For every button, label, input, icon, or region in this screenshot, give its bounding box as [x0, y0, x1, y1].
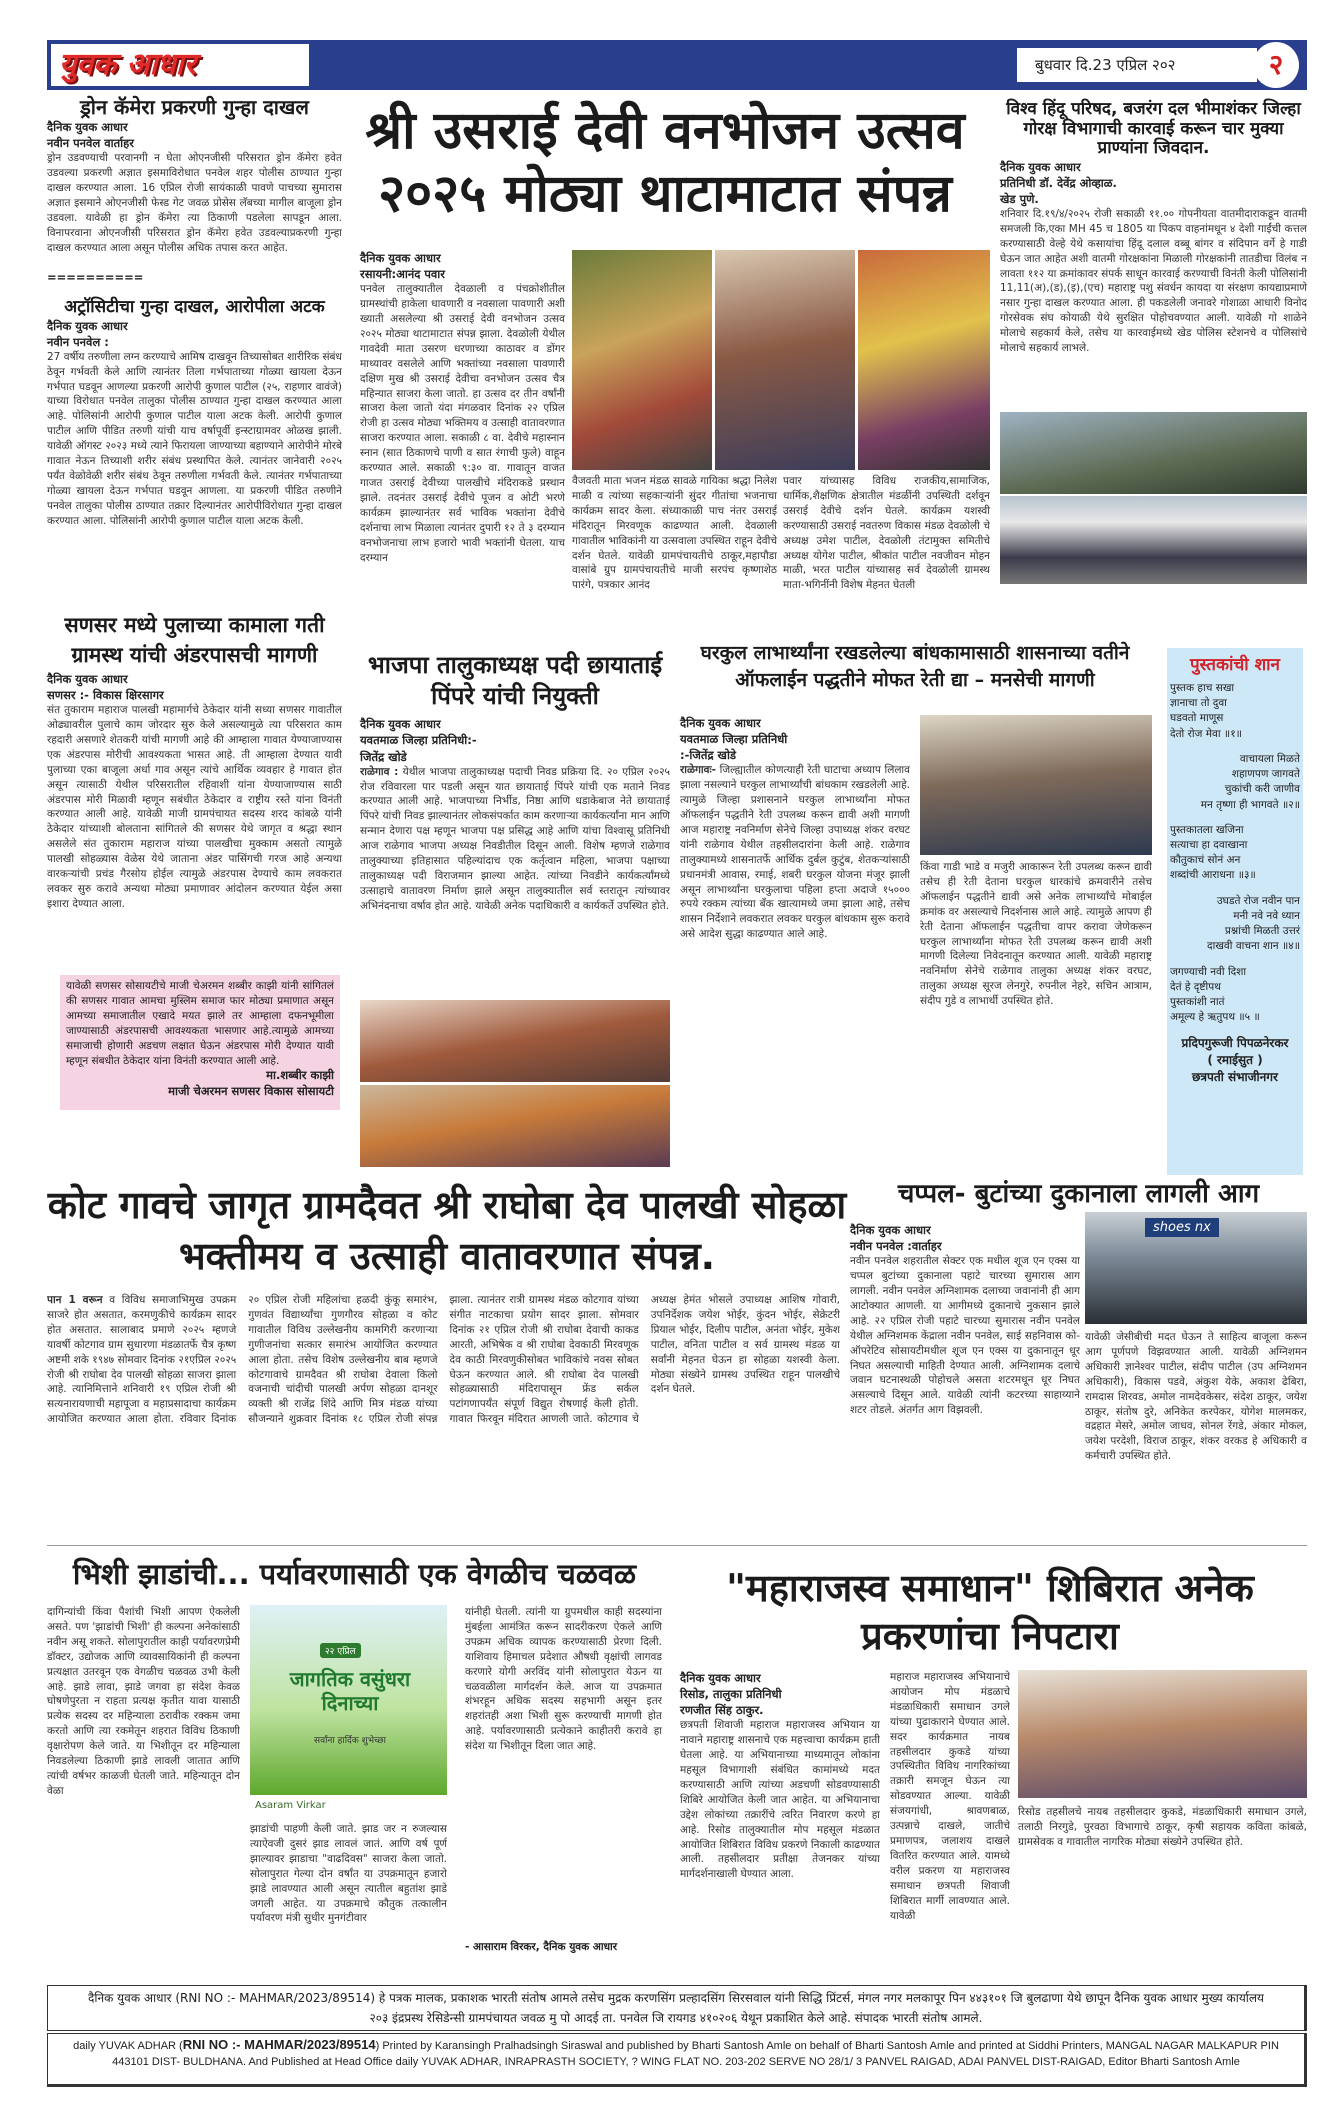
article-body: छत्रपती शिवाजी महाराज महाराजस्व अभियान या नावाने महाराष्ट्र शासनाचे एक महत्त्वाचा कार्यक्रम हाती घेतला आहे. या अभियानाच्या माध्यमातून लोकांना महसूल विभागाशी संबंधित कामांमध्ये मदत करण्यासाठी आणि त्यांच्या अडचणी सोडवण्यासाठी शिबिरे आयोजित केली जात आहेत. या अभियानाचा उद्देश लोकांच्या तक्रारींचे त्वरित निवारण करणे हा आहे. रिसोड तालुक्यातील मोप महसूल मंडळात आयोजित शिबिरात विविध प्रकरणे निकाली काढण्यात आली. तहसीलदार प्रतीक्षा तेजनकर यांच्या मार्गदर्शनाखाली घेण्यात आला. — [680, 1719, 880, 1881]
headline-gharkul: घरकुल लाभार्थ्यांना रखडलेल्या बांधकामासाठी शासनाच्या वतीने ऑफलाईन पद्धतीने मोफत रेती द्या – मनसेची मागणी — [700, 642, 1130, 691]
article-body-continued: किंवा गाडी भाडे व मजुरी आकारून रेती उपलब्ध करून द्यावी तसेच ही रेती देताना घरकुल धारकांचे क्रमवारीने तसेच ऑफलाईन पद्धतीने द्यावी असे अनेक लाभार्थ्यांचे मोबाईल क्रमांक वर असल्याचे निदर्शनास आले आहे. त्यामुळे आपण ही रेती देताना ऑफलाईन पद्धतीचा वापर करावा जेणेकरून घरकुल लाभार्थ्यांना मोफत रेती उपलब्ध करून द्यावी अशी मागणी दिलेल्या निवेदनातून करण्यात आली. यावेळी महाराष्ट्र नवनिर्माण सेनेचे राळेगाव तालुका अध्यक्ष शंकर वरघट, तालुका अध्यक्ष सूरज लेनगुरे, रुपनील नेहरे, सचिन आत्राम, संदीप गुडे व लाभार्थी उपस्थित होते. — [920, 861, 1152, 1008]
article-body: पनवेल तालुक्यातील देवळाली व पंचक्रोशीतील ग्रामस्थांची हाकेला धावणारी व नवसाला पावणारी अशी ख्याती असलेल्या श्री उसराई देवी वनभोजन उत्सव २०२५ मोठ्या थाटामाटात संपन्न झाला. देवळोली येथील गावदेवी माता उसरण धरणाच्या काठावर व डोंगर माथ्यावर वसलेले आणि भक्तांच्या नवसाला पावणारी दक्षिण मुख श्री उसराई देवीचा वनभोजन उत्सव चैत्र महिन्यात साजरा केला जातो. हा उत्सव दर तीन वर्षांनी साजरा केला जातो यंदा मंगळवार दिनांक २२ एप्रिल रोजी हा उत्सव मोठ्या भक्तिमय व उत्साही वातावरणात साजरा करण्यात आला. सकाळी ८ वा. देवीचे महास्नान स्नान (सात ठिकाणचे पाणी व सात रंगाची फुले) वाहून करण्यात आले. सकाळी ९:३० वा. गावातून वाजत गाजत उसराई देवीच्या पालखीचे मंदिराकडे प्रस्थान झाले. तदनंतर उसराई देवीचे पूजन व ओटी भरणे कार्यक्रम झाल्यानंतर सर्व भाविक भक्तांना देवीचे दर्शनाचा लाभ मिळाला त्यानंतर दुपारी १२ ते ३ दरम्यान वनभोजनाचा लाभ हजारो भावी भक्तांनी घेतला. याच दरम्यान — [360, 283, 565, 564]
byline: रिसोड, तालुका प्रतिनिधी — [680, 1687, 782, 1702]
quote-text: यावेळी सणसर सोसायटीचे माजी चेअरमन शब्बीर काझी यांनी सांगितलं की सणसर गावात आमचा मुस्लिम समाज फार मोठ्या प्रमाणात असून आमच्या समाजातील एखादे मयत झाले तर आम्हाला दफनभूमीला जाण्यासाठी अंडरपासची आवश्यकता भासणार आहे.त्यामुळे आमच्या समाजाची होणारी अडचण लक्षात घेऊन अंडरपास मोरी देण्यात यावी म्हणून संबधीत ठेकेदार यांना विनंती करण्यात आली आहे. — [66, 980, 334, 1067]
poem-place: छत्रपती संभाजीनगर — [1192, 1069, 1278, 1084]
imprint-prefix: daily YUVAK ADHAR ( — [73, 2040, 183, 2052]
graphic-subtitle: सर्वांना हार्दिक शुभेच्छा — [314, 1736, 386, 1746]
byline: दैनिक युवक आधार — [1000, 159, 1081, 174]
headline-bhishi: भिशी झाडांची... पर्यावरणासाठी एक वेगळीच चळवळ — [72, 1557, 637, 1591]
byline: जितेंद्र खोडे — [360, 749, 407, 764]
masthead — [47, 40, 1307, 90]
article-bjp — [360, 650, 670, 985]
poem-stanza: पुस्तकातला खजिना सत्याचा हा दवाखाना कौतुकाचं सोनं अन शब्दांची आराधना ॥३॥ — [1170, 823, 1256, 882]
byline: दैनिक युवक आधार — [850, 1223, 931, 1237]
byline: नवीन पनवेल : — [47, 334, 109, 349]
separator: ========== — [47, 270, 144, 285]
byline: दैनिक युवक आधार — [47, 671, 128, 686]
poem-title: पुस्तकांची शान — [1190, 655, 1280, 675]
imprint-english — [47, 2033, 1307, 2087]
byline: :-जितेंद्र खोडे — [680, 748, 737, 763]
byline: दैनिक युवक आधार — [47, 318, 128, 333]
poem-box — [1167, 648, 1303, 1175]
shop-sign: shoes nx — [1145, 1218, 1219, 1237]
article-atrocity — [47, 298, 342, 600]
poem-pen-name: ( रमाईसुत ) — [1207, 1053, 1263, 1068]
author-signature: - आसाराम विरकर, दैनिक युवक आधार — [465, 1941, 618, 1953]
byline: सणसर :- विकास क्षिरसागर — [47, 687, 164, 702]
section-divider — [47, 1545, 1307, 1546]
headline: विश्व हिंदू परिषद, बजरंग दल भीमाशंकर जिल्हा गोरक्ष विभागाची कारवाई करून चार मुक्या प्राण्यांना जिवदान. — [1006, 99, 1301, 159]
quote-signature-title: माजी चेअरमन सणसर विकास सोसायटी — [168, 1084, 334, 1099]
article-body: यांनीही घेतली. त्यांनी या ग्रुपमधील काही सदस्यांना मुंबईला आमंत्रित करून सादरीकरण ऐकले आणि उपक्रम अधिक व्यापक करण्यासाठी प्रेरणा दिली. याशिवाय हिमाचल प्रदेशात औषधी वृक्षांची लागवड करणारे योगी अरविंद यांनी सोलापुरात येऊन या चळवळीला मार्गदर्शन केले. आज या उपक्रमात शंभरहून अधिक सदस्य सहभागी असून इतर शहरांतही अशा भिशी सुरू करण्याची मागणी होत आहे. पर्यावरणासाठी प्रत्येकाने काहीतरी करावे हा संदेश या भिशीतून दिला जात आहे. — [465, 1606, 662, 1753]
photo-usrai-temple — [858, 250, 990, 470]
article-bhishi-body-2: झाडांची पाहणी केली जाते. झाड जर न रुजल्यास त्याऐवजी दुसरं झाड लावलं जातं. आणि वर्ष पूर्ण झाल्यावर झाडाचा "वाढदिवस" साजरा केला जातो. सोलापुरात गेल्या दोन वर्षांत या उपक्रमातून हजारो झाडे लावण्यात आली असून त्यातील बहुतांश झाडे जगली आहेत. या उपक्रमाचे कौतुक तत्कालीन पर्यावरण मंत्री सुधीर मुनगंटीवार — [250, 1823, 447, 1925]
byline: नवीन पनवेल वार्ताहर — [47, 136, 134, 151]
byline: दैनिक युवक आधार — [47, 120, 128, 134]
headline: भाजपा तालुकाध्यक्ष पदी छायाताई पिंपरे यांची नियुक्ती — [367, 651, 663, 711]
byline: यवतमाळ जिल्हा प्रतिनिधी:- — [360, 733, 477, 748]
earth-day-graphic — [250, 1605, 447, 1795]
article-body: नवीन पनवेल शहरातील सेक्टर एक मधील शूज एन एक्स या चप्पल बुटांच्या दुकानाला पहाटे चारच्या सुमारास आग लागली. नवीन पनवेल अग्निशामक दलाच्या जवानांनी ही आग आटोक्यात आणली. या आगीमध्ये दुकानाचे नुकसान झाले आहे. २२ एप्रिल रोजी पहाटे चारच्या सुमारास नवीन पनवेल येथील अग्निशमक केंद्राला नवीन पनवेल, साई सहनिवास को-ऑपरेटिव सोसायटीमधील शूज एन एक्स या दुकानातून धूर निघत असल्याची माहिती देण्यात आली. अग्निशामक दलाचे जवान घटनास्थळी पोहोचले असता शटरमधून धूर निघत असल्याचे दिसून आले. यावेळी त्यांनी कटरच्या साहाय्याने शटर तोडले. अंतर्गत आग विझवली. — [850, 1255, 1080, 1417]
rni-number: RNI NO :- MAHMAR/2023/89514 — [182, 2037, 376, 2052]
headline: ड्रोन कॅमेरा प्रकरणी गुन्हा दाखल — [80, 95, 309, 119]
article-body: शनिवार दि.१९/४/२०२५ रोजी सकाळी ११.०० गोपनीयता वातमीदाराकडून वातमी समजली कि,एका MH 45 च 1805 या पिकप वाहनांमधून ४ देशी गाईंची कत्तल करण्यासाठी वेल्हे येथे कसायांचा हिंदू दलाल वब्बू बांगर व संदिपान वर्गे हे गाडी घेऊन जात आहेत अशी वातमी गोरक्षकांना मिळाली गोरक्षकांनी तातडीचा विलंब न लावता ११२ या क्रमांकावर संपर्क साधून कारवाई करण्याची विनंती केली पोलिसांनी 11,11(अ),(ड),(इ),(एच) महाराष्ट्र पशु संवर्धन कायदा या संरक्षण कायद्याप्रमाणे नसार गुन्हा दाखल करण्यात आला. ही पकडलेली जनावरे गोशाळा आधारी विनोद गोरसेवक संघ कोयाळी येथे सुरक्षित पोहोचवण्यात आली. यावेळी गो शाळेने मोलाचे सहकार्य केले, तसेच या कारवाईमध्ये खेड पोलिस स्टेशनचे व पोलिसांचे मोलाचे सहकार्य लाभले. — [1000, 207, 1307, 355]
article-body: संत तुकाराम महाराज पालखी महामार्गचे ठेकेदार यांनी सध्या सणसर गावातील ओढ्यावरील पुलाचे काम जोरदार सुरु केले असल्यामुळे त्या परिसरात काम रहदारी असणारे शेतकरी यांची मागणी आहे की आम्हाला गावात येण्याजाण्यास एक अंडरपास मोरीची आवश्यकता भासत आहे. ती आम्हाला देण्यात यावी पुलाच्या एका बाजूला अर्धा गाव असून त्यांचे आर्थिक व्यवहार हे गावात होत असून त्यासाठी येथील परिसरातील रहिवाशी यांना येण्याजाण्यास साठी अंडरपास मोरी मिळावी म्हणून सबंधीत ठेकेदार व राष्ट्रीय रस्ते यांना विनंती करण्यात आली आहे. यावेळी माजी ग्रामपंचायत सदस्य शरद कांबळे यांनी ठेकेदार यांच्याशी बोलताना सांगितले की सणसर येथे जागृत व श्रद्धा स्थान असलेले संत तुकाराम महाराज यांच्या पालखीचा मुक्काम असतो त्यामुळे पालखी सोहळ्यास वेळेस येथे जाताना अंडर पासिंगची गरज आहे अन्यथा वारकऱ्यांची प्रचंड गैरसोय होईल त्यामुळे अंडरपास देण्याचे काम लवकरात लवकर सुरु करावे अन्यथा मोठ्या प्रमाणावर आंदोलन करण्यात येईल असा इशारा देण्यात आला. — [47, 704, 342, 910]
dateline: राळेगावः- — [680, 764, 716, 777]
photo-caption: वैजवती माता भजन मंडळ सावळे गायिका श्रद्धा निलेश माळी व त्यांच्या सहकाऱ्यांनी सुंदर गीतांचा भजनाचा कार्यक्रम सादर केला. संध्याकाळी पाच नंतर उसराई मंदिरातून मिरवणूक काढण्यात आली. देवळाली गावातील भाविकांनी या उत्सवाला उपस्थित राहून देवीचे दर्शन घेतले. यावेळी ग्रामपंचायतीचे ठाकूर,महापौडा वासांबे ग्रुप ग्रामपंचायतीचे माजी सरपंच कृष्णाशेठ पारंगे, पत्रकार आनंद — [572, 475, 777, 592]
page-number: २ — [1253, 42, 1299, 88]
article-gorakshak — [1000, 100, 1307, 382]
photo-samadhan-camp — [1018, 1670, 1307, 1798]
graphic-title: जागतिक वसुंधरा दिनाच्या — [289, 1667, 411, 1715]
byline: रसायनी:आनंद पवार — [360, 267, 445, 282]
quote-signature: मा.शब्बीर काझी — [266, 1068, 334, 1082]
photo-bjp-felicitation — [360, 1000, 670, 1082]
imprint-marathi: दैनिक युवक आधार (RNI NO :- MAHMAR/2023/89514) हे पत्रक मालक, प्रकाशक भारती संतोष आमले तसेच मुद्रक करणसिंग प्रल्हादसिंग सिरसवाल यांनी सिद्धि प्रिंटर्स, मंगल नगर मलकापूर पिन ४४३१०१ जि बुलढाणा येथे छापून दैनिक युवक आधार मुख्य कार्यालय २०३ इंद्रप्रस्थ रेसिडेन्सी ग्रामपंचायत जवळ मु पो आदई ता. पनवेल जि रायगड ४१०२०६ येथून प्रकाशित केले आहे. संपादक भारती संतोष आमले. — [47, 1985, 1307, 2031]
byline: यवतमाळ जिल्हा प्रतिनिधी — [680, 732, 788, 747]
poem-stanza: जगण्याची नवी दिशा देतं हे दृष्टीपथ पुस्तकांशी नातं अमूल्य हे ऋतुपथ ॥५ ॥ — [1170, 965, 1260, 1024]
poem-stanza: पुस्तक हाच सखा ज्ञानाचा तो दुवा घडवतो माणूस देतो रोज मेवा ॥१॥ — [1170, 682, 1242, 740]
quote-box — [60, 975, 340, 1110]
article-body: ड्रोन उडवण्याची परवानगी न घेता ओएनजीसी परिसरात ड्रोन कॅमेरा हवेत उडवल्या प्रकरणी अज्ञात इसमाविरोधात पनवेल शहर पोलीस ठाण्यात गुन्हा दाखल करण्यात आला. 16 एप्रिल रोजी सायंकाळी पावणे पाचच्या सुमारास अज्ञात इसमाने ओएनजीसी फेस्ड गेट जवळ प्रोसेस लॅबच्या मागील बाजूला ड्रोन उडवला. यावेळी हा ड्रोन कॅमेरा त्या ठिकाणी पडलेला सापडून आला. विनापरवाना ओएनजीसी परिसरात ड्रोन कॅमेरा हवेत उडवल्याप्रकरणी गुन्हा दाखल करण्यात आला असून पोलीस अधिक तपास करत आहेत. — [47, 152, 342, 254]
photo-usrai-felicitation — [715, 250, 855, 470]
article-samadhan-col3: रिसोड तहसीलचे नायब तहसीलदार कुकडे, मंडळाधिकारी समाधान उगले, तलाठी निरगुडे, पुरवठा विभागाचे ठाकूर, कृषी सहायक कविता कांबळे, ग्रामसेवक व गावातील नागरिक मोठ्या संख्येने उपस्थित होते. — [1018, 1806, 1307, 1848]
article-drone — [47, 96, 342, 285]
photo-shoe-shop-fire — [1085, 1212, 1307, 1324]
photo-rescued-cattle-truck — [1000, 412, 1307, 494]
article-bhishi-col3 — [465, 1605, 662, 1955]
headline: सणसर मध्ये पुलाच्या कामाला गती ग्रामस्थ यांची अंडरपासची मागणी — [64, 613, 325, 668]
byline: दैनिक युवक आधार — [360, 251, 441, 265]
newspaper-logo: युवक आधार — [51, 44, 309, 86]
photo-caption: पवार यांच्यासह विविध राजकीय,सामाजिक, धार्मिक,शैक्षणिक क्षेत्रातील मंडळींनी उपस्थिती दर्शवून उसराई देवीचे दर्शन घेतले. कार्यक्रम यशस्वी करण्यासाठी उसराई नवतरुण विकास मंडळ देवळोली चे अध्यक्ष उमेश पाटील, देवळोली तंटामुक्त समितीचे अध्यक्ष योगेश पाटील, श्रीकांत पाटील नवजीवन मोहन माळी, भरत पाटील यांच्यासह सर्व देवळोली ग्रामस्थ माता-भगिनींनी विशेष मेहनत घेतली — [783, 475, 990, 592]
byline: दैनिक युवक आधार — [680, 1671, 761, 1685]
photo-mns-delegation — [920, 715, 1152, 855]
article-samadhan — [680, 1670, 880, 1946]
byline: रणजीत सिंह ठाकुर. — [680, 1703, 764, 1718]
byline: दैनिक युवक आधार — [360, 717, 441, 732]
byline: नवीन पनवेल :वार्ताहर — [850, 1239, 942, 1254]
byline: दैनिक युवक आधार — [680, 716, 761, 730]
photo-bjp-group — [360, 1085, 670, 1167]
byline: खेड पुणे. — [1000, 191, 1039, 206]
headline-samadhan: "महाराजस्व समाधान" शिबिरात अनेक प्रकरणांचा निपटारा — [726, 1566, 1254, 1658]
byline: प्रतिनिधी डॉ. देवेंद्र ओव्हाळ. — [1000, 175, 1117, 190]
dateline: राळेगाव : — [360, 765, 399, 778]
continued-from-label: पान 1 वरून — [47, 1294, 103, 1306]
article-body: जिल्ह्यातील कोणत्याही रेती घाटाचा अध्याप लिलाव झाला नसल्याने घरकुल लाभार्थ्यांची बांधकाम रखडलेली आहे. त्यामुळे जिल्हा प्रशासनाने घरकुल लाभार्थ्यांना मोफत ऑफलाईन पद्धतीने रेती उपलब्ध करून द्यावी अशी मागणी आज महाराष्ट्र नवनिर्माण सेनेचे जिल्हा उपाध्यक्ष शंकर वरघट यांनी राळेगाव येथील तहसीलदारांना केली आहे. राळेगाव तालुक्यामध्ये शासनातर्फे आर्थिक दुर्बल कुटुंब, शेतकऱ्यांसाठी प्रधानमंत्री आवास, रमाई, शबरी घरकुल योजना मंजूर झाली असून लाभार्थ्यांना घरकुलाचा पहिला हप्ता अदाजे १५००० रुपये रक्कम त्यांच्या बँक खात्यामध्ये जमा झाला आहे, तसेच शासन निर्देशाने लवकरात लवकर घरकुल बांधकाम सुरू करावे असे आदेश सुद्धा काढण्यात आले आहे. — [680, 764, 910, 941]
article-sanasar — [47, 610, 342, 973]
article-body: 27 वर्षीय तरुणीला लग्न करण्याचे आमिष दाखवून तिच्यासोबत शारीरिक संबंध ठेवून गर्भवती केले आणि त्यानंतर तिला गर्भपाताच्या गोळ्या खायला देऊन गर्भपात घडवून आणल्या प्रकरणी आरोपी कुणाल पाटील (२५, राहणार वावंजे) याच्या विरोधात पनवेल तालुका पोलीस ठाण्यात गुन्हा दाखल करण्यात आला आहे. पोलिसांनी आरोपी कुणाल पाटील याला अटक केली. आरोपी कुणाल पाटील आणि पीडित तरुणी यांची याच वर्षापूर्वी इन्स्टाग्रामवर ओळख झाली. यावेळी ऑगस्ट २०२३ मध्ये त्याने फिरायला जाण्याच्या बहाण्याने आरोपीने मोरबे गावात नेऊन तिच्याशी शरीर संबंध प्रस्थापित केले. त्यानंतर जानेवारी २०२५ पर्यंत वेळोवेळी शरीर संबंध ठेवून तरुणीला गर्भवती केले. त्यानंतर गर्भपाताच्या गोळ्या खायला देऊन गर्भपात घडवून आणला. या प्रकरणी पीडित तरुणीने पनवेल तालुका पोलीस ठाण्यात तक्रार दिल्यानंतर आरोपीविरोधात गुन्हा दाखल करण्यात आला. पोलिसांनी आरोपी कुणाल पाटील याला अटक केली. — [47, 350, 342, 527]
photo-usrai-group — [572, 250, 712, 470]
poem-author: प्रदिपगुरूजी पिपळनेरकर — [1181, 1036, 1289, 1051]
headline-kot: कोट गावचे जागृत ग्रामदैवत श्री राघोबा देव पालखी सोहळा भक्तीमय व उत्साही वातावरणात संपन्न. — [47, 1183, 847, 1279]
poem-stanza: उघडते रोज नवीन पान मनी नवे नवे ध्यान प्रश्नांची मिळती उत्तरं दाखवी वाचना शान ॥४॥ — [1207, 894, 1300, 953]
photo-gorakshak-group — [1000, 496, 1307, 584]
article-samadhan-col2: महाराज महाराजस्व अभियानाचे आयोजन मोप मंडळाचे मंडळाधिकारी समाधान उगले यांच्या पुढाकाराने घेण्यात आले. सदर कार्यक्रमात नायब तहसीलदार कुकडे यांच्या उपस्थितीत विविध नागरिकांच्या तक्रारी समजून घेऊन त्या सोडवण्यात आल्या. यावेळी संजयगांधी, श्रावणबाळ, उत्पन्नाचे दाखले, जातीचे प्रमाणपत्र, जलाशय दाखले वितरित करण्यात आले. यामध्ये वरील प्रकरण या महाराजस्व समाधान छत्रपती शिवाजी शिबिरात मार्गी लावण्यात आले. यावेळी — [890, 1671, 1010, 1922]
issue-date: बुधवार दि.23 एप्रिल २०२ — [1017, 48, 1257, 82]
headline-fire: चप्पल- बुटांच्या दुकानाला लागली आग — [897, 1179, 1260, 1209]
headline-usrai: श्री उसराई देवी वनभोजन उत्सव २०२५ मोठ्या थाटामाटात संपन्न — [365, 101, 965, 225]
photo-credit: Asaram Virkar — [255, 1800, 326, 1811]
article-usrai — [360, 250, 565, 602]
graphic-date-badge: २२ एप्रिल — [320, 1643, 361, 1658]
article-gharkul — [680, 715, 910, 1148]
article-body-continued: यावेळी जेसीबीची मदत घेऊन ते साहित्य बाजूला करून आग पूर्णपणे विझवण्यात आली. यावेळी अग्निशमन अधिकारी ज्ञानेश्वर पाटील, संदीप पाटील (उप अग्निशमन अधिकारी), विकास पडवे, अंकुश येके, अकाश ढेबिरा, रामदास शिरवड, अमोल नामदेवकेसर, संदेश ठाकूर, जयेश ठाकूर, संतोष दुरे, अनिकेत करपेकर, योगेश मालमकर, वद्रहात मेसरे, अमोल जाधव, सोनल रेंगडे, अंकार मोकल, जयेश परदेशी, विराज ठाकूर, शंकर वरकड हे अधिकारी व कर्मचारी उपस्थित होते. — [1085, 1331, 1307, 1463]
article-bhishi-body: दागिन्यांची किंवा पैशांची भिशी आपण ऐकलेली असते. पण 'झाडांची भिशी' ही कल्पना अनेकांसाठी नवीन असू शकते. सोलापुरातील काही पर्यावरणप्रेमी डॉक्टर, उद्योजक आणि व्यावसायिकांनी ही कल्पना प्रत्यक्षात उतरवून एक वेगळीच चळवळ उभी केली आहे. झाडे लावा, झाडे जगवा हा संदेश केवळ घोषणेपुरता न राहता प्रत्यक्ष कृतीत यावा यासाठी प्रत्येक सदस्य दर महिन्याला ठरावीक रक्कम जमा करतो आणि त्या रकमेतून शहरात विविध ठिकाणी वृक्षारोपण केले जाते. या भिशीतून दर महिन्याला निवडलेल्या ठिकाणी झाडे लावली जातात आणि त्यांची वर्षभर काळजी घेतली जाते. महिन्यातून दोन वेळा — [47, 1606, 240, 1797]
imprint-details: ) Printed by Karansingh Pralhadsingh Siraswal and published by Bharti Santosh Amle on behalf of Bharti Santosh Amle and printed at Siddhi Printers, MANGAL NAGAR MALKAPUR PIN 443101 DIST- BULDHANA. And Published at Head Office daily YUVAK ADHAR, INRAPRASTH SOCIETY, ? WING FLAT NO. 203-202 SERVE NO 28/1/ 3 PANVEL RAIGAD, ADAI PANVEL DIST-RAIGAD, Editor Bharti Santosh Amle — [112, 2040, 1279, 2068]
article-body: येथील भाजपा तालुकाध्यक्ष पदाची निवड प्रक्रिया दि. २० एप्रिल २०२५ रोज रविवारला पार पडली असून यात छायाताई पिंपरे यांची एक मताने निवड करण्यात आली आहे. भाजपाच्या निर्भीड, निष्ठा आणि धडाकेबाज नेते छायाताई पिंपरे यांची निवड झाल्यानंतर लोकसंपर्कात काम करणाऱ्या कार्यकर्त्यांना मान आणि सन्मान देणारा पक्ष म्हणून भाजपा पक्ष प्रसिद्ध आहे आणि यांचा विश्वासू प्रतिनिधी आज राळेगाव भाजपा अध्यक्ष निवडीतील दिसून आली. विशेष म्हणजे राळेगाव तालुक्याच्या इतिहासात पहिल्यांदाच एक कर्तृत्वान महिला, भाजपा पक्षाच्या तालुकाध्यक्ष पदी विराजमान झाल्या आहेत. त्यांच्या निवडीने कार्यकर्त्यांमध्ये उत्साहाचे वातावरण निर्माण झाले असून तालुक्यातील सर्व स्तरातून त्यांच्यावर अभिनंदनाचा वर्षाव होत आहे. यावेळी अनेक पदाधिकारी व कार्यकर्ते उपस्थित होते. — [360, 765, 670, 912]
article-body: व विविध समाजाभिमुख उपक्रम साजरे होत असतात, करमणुकीचे कार्यक्रम सादर होत असतात. सालाबाद प्रमाणे २०२५ म्हणजे यावर्षी कोटगाव ग्राम सुधारणा मंडळातर्फे चैत्र कृष्ण अष्टमी शके १९४७ सोमवार दिनांक २१एप्रिल २०२५ रोजी श्री राघोबा देव पालखी सोहळा साजरा झाला आहे. त्यानिमित्ताने शनिवारी १९ एप्रिल रोजी श्री सत्यनारायणाची महापूजा व महाप्रसादाचा कार्यक्रम आयोजित करण्यात आला होता. रविवार दिनांक २० एप्रिल रोजी महिलांचा हळदी कुंकू समारंभ, गुणवंत विद्यार्थ्यांचा गुणगौरव सोहळा व कोट गावातील विविध उल्लेखनीय कामगिरी करणाऱ्या गुणीजनांचा सत्कार समारंभ आयोजित करण्यात आला होता. तसेच विशेष उल्लेखनीय बाब म्हणजे कोटगावाचे ग्रामदैवत श्री राघोबा देवाला किलो वजनाची चांदीची पालखी अर्पण सोहळा दानशूर व्यक्ती श्री राजेंद्र शिंदे आणि मित्र मंडळ यांच्या सौजन्याने शुक्रवार दिनांक १८ एप्रिल रोजी संपन्न झाला. त्यानंतर रात्री ग्रामस्थ मंडळ कोटगाव यांच्या संगीत नाटकाचा प्रयोग सादर झाला. सोमवार दिनांक २१ एप्रिल रोजी श्री राघोबा देवाची काकड आरती, अभिषेक व श्री राघोबा देवकाठी मिरवणूक देव काठी मिरवणुकीसोबत भाविकांचे नवस सोबत घेऊन करण्यात आले. श्री राघोबा देव पालखी सोहळ्यासाठी मंदिरापासून फ्रेंड सर्कल पटांगणापर्यंत संपूर्ण विद्युत रोषणाई केली होती. गावात फिरवून मंदिरात आणली जाते. कोटगाव चे अध्यक्ष हेमंत भोसले उपाध्यक्ष आशिष गोवारी, उपनिर्देशक जयेश भोईर, कुंदन भोईर, सेक्रेटरी प्रियाल भोईर, दिलीप पाटील, अनंता भोईर, मुकेश पाटील, वनिता पाटील व सर्व ग्रामस्थ मंडळ या सर्वांनी मेहनत घेऊन हा सोहळा यशस्वी केला. मोठ्या संख्येने ग्रामस्थ उपस्थित राहून पालखीचे दर्शन घेतले. — [47, 1294, 840, 1426]
article-kot — [47, 1293, 840, 1533]
poem-stanza: वाचायला मिळते शहाणपण जागवते चुकांची करी जाणीव मन तृष्णा ही भागवते ॥२॥ — [1200, 752, 1300, 811]
article-fire — [850, 1222, 1080, 1524]
headline: अट्रॉसिटीचा गुन्हा दाखल, आरोपीला अटक — [64, 297, 325, 317]
